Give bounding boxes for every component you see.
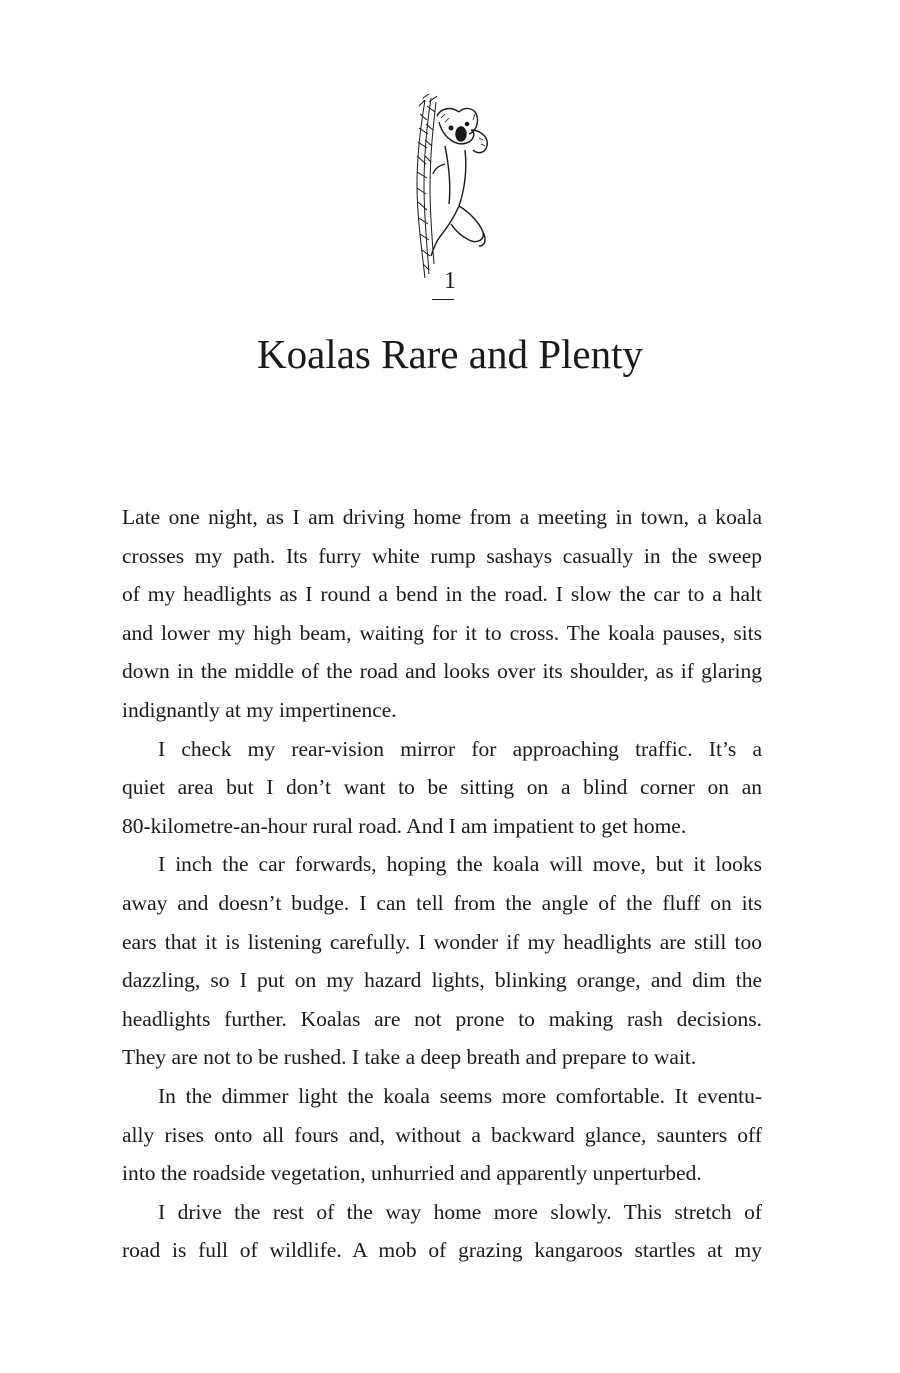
body-line: 80-kilometre-an-hour rural road. And I am impatient to get home. [122,813,687,838]
body-line: down in the middle of the road and looks over its shoulder, as if glaring [122,659,762,684]
body-line: In the dimmer light the koala seems more comfortable. It eventu- [158,1083,762,1108]
body-line: I check my rear-vision mirror for approaching traffic. It’s a [158,736,762,761]
koala-climbing-tree-icon [405,94,505,280]
body-line: crosses my path. Its furry white rump sashays casually in the sweep [122,543,762,568]
chapter-title: Koalas Rare and Plenty [257,331,643,377]
body-line: I inch the car forwards, hoping the koala will move, but it looks [158,852,762,877]
body-line: I drive the rest of the way home more slowly. This stretch of [158,1199,762,1224]
body-line: dazzling, so I put on my hazard lights, blinking orange, and dim the [122,968,762,993]
body-line: into the roadside vegetation, unhurried and apparently unperturbed. [122,1161,702,1186]
body-line: of my headlights as I round a bend in the road. I slow the car to a halt [122,582,762,607]
body-line: ears that it is listening carefully. I wonder if my headlights are still too [122,929,762,954]
body-line: headlights further. Koalas are not prone to making rash decisions. [122,1006,762,1031]
body-line: Late one night, as I am driving home from a meeting in town, a koala [122,505,762,529]
body-line: and lower my high beam, waiting for it to cross. The koala pauses, sits [122,620,762,645]
body-line: road is full of wildlife. A mob of grazing kangaroos startles at my [122,1238,762,1263]
body-line: away and doesn’t budge. I can tell from the angle of the fluff on its [122,890,762,915]
chapter-body-text [122,498,762,1270]
chapter-number: 1 [444,268,456,294]
chapter-number-rule [432,299,454,300]
body-line: They are not to be rushed. I take a deep breath and prepare to wait. [122,1045,697,1070]
body-line: indignantly at my impertinence. [122,697,397,722]
body-line: ally rises onto all fours and, without a backward glance, saunters off [122,1122,762,1147]
body-line: quiet area but I don’t want to be sitting on a blind corner on an [122,775,762,800]
